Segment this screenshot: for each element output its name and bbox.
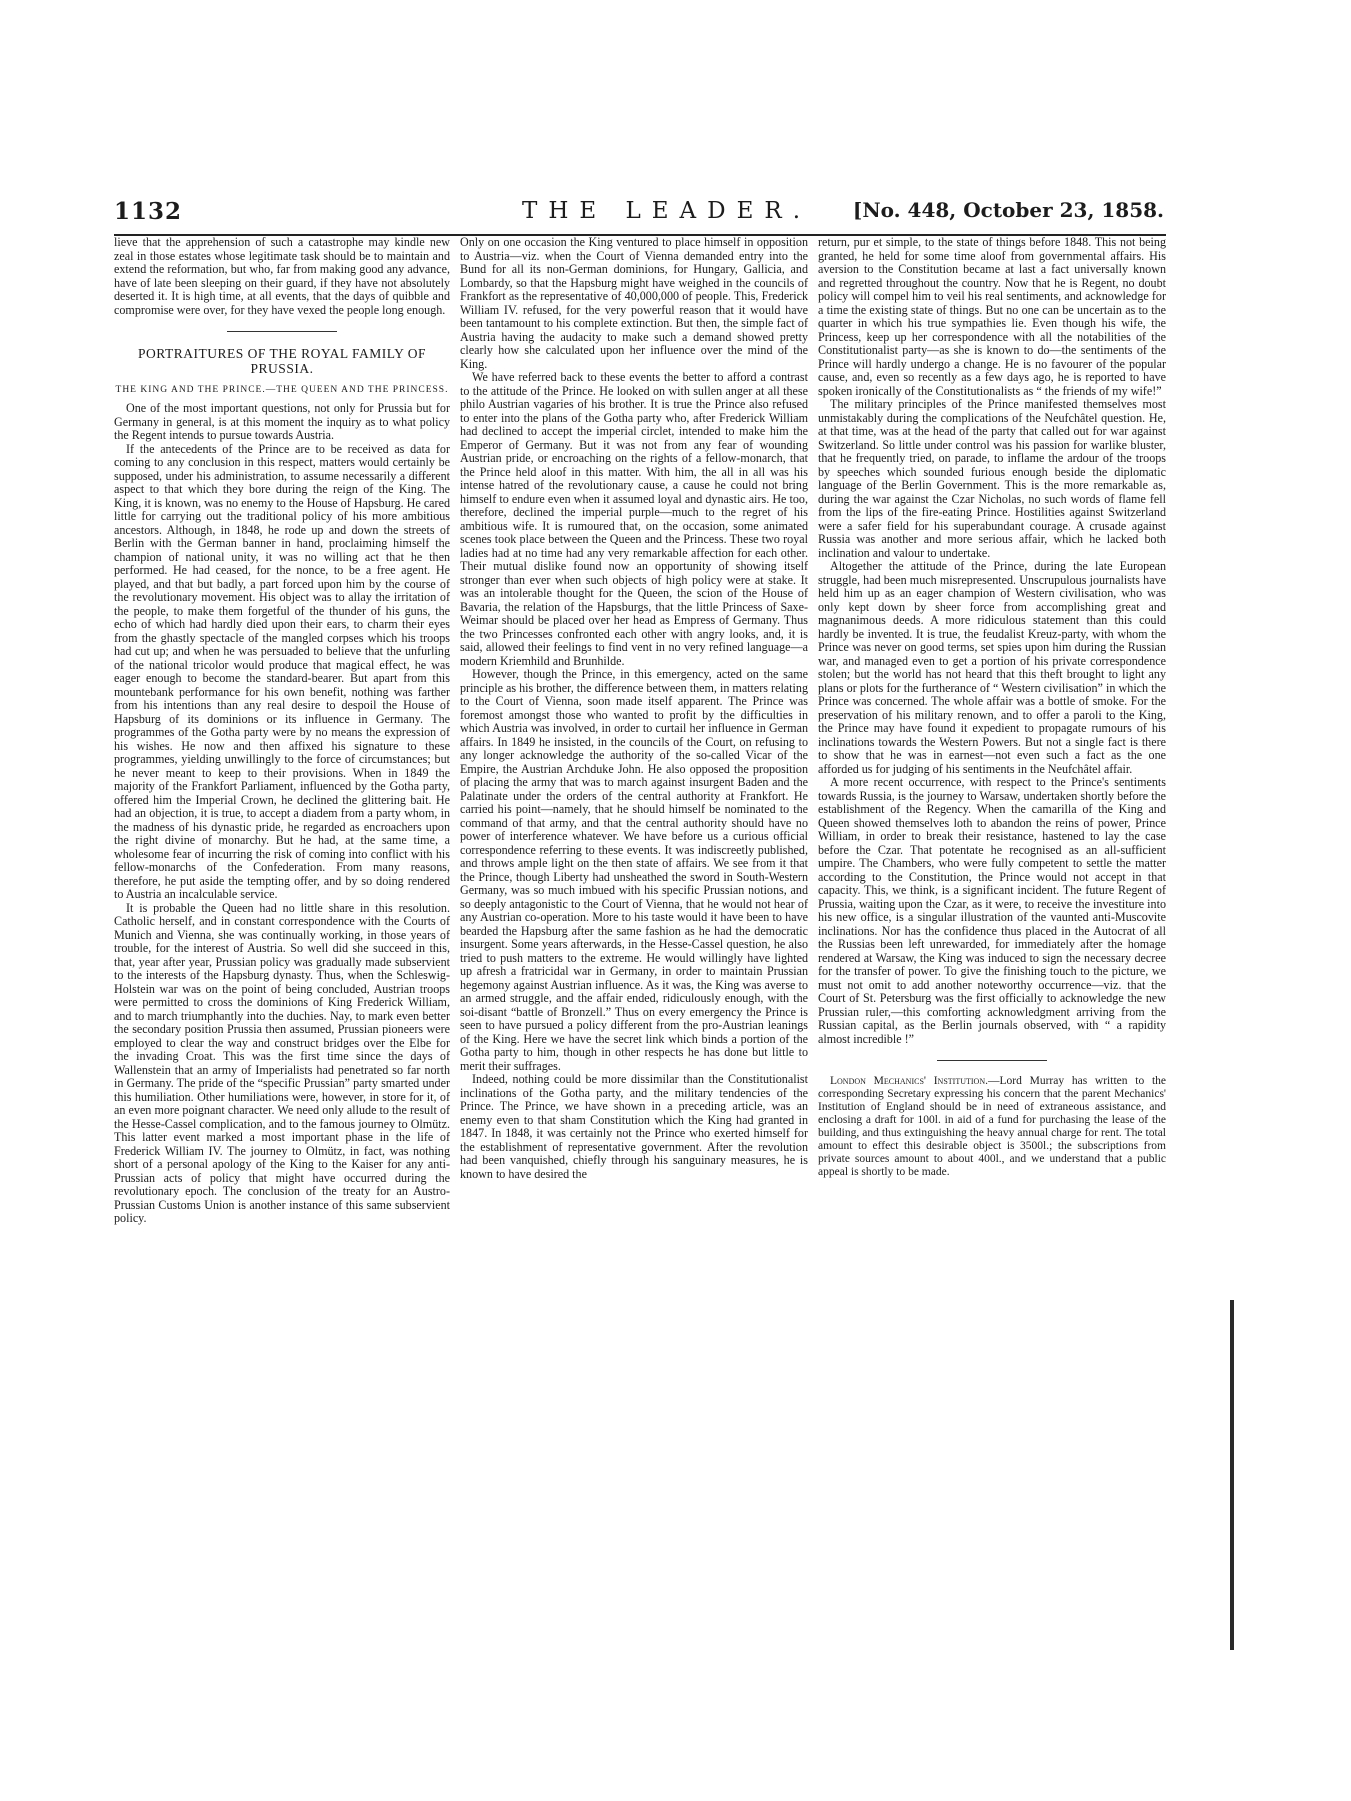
article-paragraph: However, though the Prince, in this emergency, acted on the same principle as his brother, the difference between them, in matters relating to the Court of Vienna, soon made itself apparent. The Prince was foremost amongst those who wanted to profit by the difficulties in which Austria was involved, in order to curtail her influence in German affairs. In 1849 he insisted, in the councils of the Court, on refusing to any longer acknowledge the authority of the so-called Vicar of the Empire, the Austrian Archduke John. He also opposed the proposition of placing the army that was to march against insurgent Baden and the Palatinate under the orders of the central authority at Frankfort. He carried his point—namely, that he should himself be nominated to the command of that army, and that the central authority should have no power of interference whatever. We have before us a curious official correspondence referring to these events. It was indiscreetly published, and throws ample light on the then state of affairs. We see from it that the Prince, though Liberty had unsheathed the sword in South-Western Germany, was so much imbued with his specific Prussian notions, and so deeply antagonistic to the Court of Vienna, that he would not hear of any Austrian co-operation. More to his taste would it have been to have bearded the Hapsburg after the same fashion as he had the democratic insurgent. Some years afterwards, in the Hesse-Cassel question, he also tried to push matters to the extreme. He would willingly have lighted up afresh a fratricidal war in Germany, in order to maintain Prussian hegemony against Austrian influence. As it was, the King was averse to an armed struggle, and the affair ended, ridiculously enough, with the soi-disant “battle of Bronzell.” Thus on every emergency the Prince is seen to have pursued a policy different from the pro-Austrian leanings of the King. Here we have the secret link which binds a portion of the Gotha party to him, though in other respects he has done but little to merit their suffrages. bbox=[460, 667, 808, 1073]
section-divider bbox=[227, 331, 337, 332]
article-paragraph: Only on one occasion the King ventured to place himself in opposition to Austria—viz. when the Court of Vienna demanded entry into the Bund for all its non-German dominions, for Hungary, Gallicia, and Lombardy, so that the Hapsburg might have weighed in the councils of Frankfort as the representative of 40,000,000 of people. This, Frederick William IV. refused, for the very powerful reason that it would have been tantamount to his complete extinction. But then, the simple fact of Austria having the audacity to make such a demand showed pretty clearly how she calculated upon her influence over the mind of the King. bbox=[460, 235, 808, 371]
notice-paragraph bbox=[818, 1075, 1166, 1179]
page-number: 1132 bbox=[114, 198, 183, 225]
section-divider bbox=[937, 1060, 1047, 1061]
article-paragraph: We have referred back to these events the better to afford a contrast to the attitude of the Prince. He looked on with sullen anger at all these philo Austrian vagaries of his brother. It is true the Prince also refused to enter into the plans of the Gotha party who, after Frederick William had declined to accept the imperial circlet, intended to make him the Emperor of Germany. But it was not from any fear of wounding Austrian pride, or encroaching on the rights of a fellow-monarch, that the Prince held aloof in this matter. With him, the all in all was his intense hatred of the revolutionary cause, a cause he could not bring himself to endure even when it assumed loyal and dynastic airs. He too, therefore, declined the imperial purple—much to the regret of his ambitious wife. It is rumoured that, on the occasion, some animated scenes took place between the Queen and the Princess. These two royal ladies had at no time had any very remarkable affection for each other. Their mutual dislike found now an opportunity of showing itself stronger than ever when such objects of high policy were at stake. It was an intolerable thought for the Queen, the scion of the House of Bavaria, the relation of the Hapsburgs, that the little Princess of Saxe-Weimar should be placed over her head as Empress of Germany. Thus the two Princesses confronted each other with angry looks, and, it is said, allowed their feelings to find vent in no very refined language—a modern Kriemhild and Brunhilde. bbox=[460, 370, 808, 668]
article-paragraph: A more recent occurrence, with respect to the Prince's sentiments towards Russia, is the journey to Warsaw, undertaken shortly before the establishment of the Regency. When the camarilla of the King and Queen showed themselves loth to abandon the reins of power, Prince William, in order to break their resistance, hastened to lay the case before the Czar. That potentate he recognised as an all-sufficient umpire. The Chambers, who were fully competent to settle the matter according to the Constitution, the Prince would not accept in that capacity. This, we think, is a significant incident. The future Regent of Prussia, waiting upon the Czar, as it were, to receive the investiture into his new office, is a singular illustration of the vaunted anti-Muscovite inclinations. Nor has the confidence thus placed in the Autocrat of all the Russias been left unrewarded, for immediately after the homage rendered at Warsaw, the King was induced to sign the necessary decree for the transfer of power. To give the finishing touch to the picture, we must not omit to add another noteworthy occurrence—viz. that the Court of St. Petersburg was the first officially to acknowledge the new Prussian ruler,—this comforting acknowledgment arriving from the Russian capital, as the Berlin journals observed, with “ a rapidity almost incredible !” bbox=[818, 775, 1166, 1046]
article-paragraph: It is probable the Queen had no little share in this resolution. Catholic herself, and in constant correspondence with the Courts of Munich and Vienna, she was continually working, in those years of trouble, for the interest of Austria. So well did she succeed in this, that, year after year, Prussian policy was gradually made subservient to the interests of the Hapsburg dynasty. Thus, when the Schleswig-Holstein war was on the point of being concluded, Austrian troops were permitted to cross the dominions of King Frederick William, and to march triumphantly into the duchies. Nay, to mark even better the secondary position Prussia then assumed, Prussian pioneers were employed to clear the way and construct bridges over the Elbe for the invading Croat. This was the first time since the days of Wallenstein that an army of Imperialists had penetrated so far north in Germany. The pride of the “specific Prussian” party smarted under this humiliation. Other humiliations were, however, in store for it, of an even more poignant character. We need only allude to the result of the Hesse-Cassel complication, and to the famous journey to Olmütz. This latter event marked a most important phase in the life of Frederick William IV. The journey to Olmütz, in fact, was nothing short of a personal apology of the King to the Kaiser for any anti-Prussian acts of policy that might have occurred during the revolutionary epoch. The conclusion of the treaty for an Austro-Prussian Customs Union is another instance of this same subservient policy. bbox=[114, 900, 450, 1225]
article-paragraph: return, pur et simple, to the state of things before 1848. This not being granted, he held for some time aloof from governmental affairs. His aversion to the Constitution became at last a fact universally known and regretted throughout the country. Now that he is Regent, no doubt policy will compel him to veil his real sentiments, and acknowledge for a time the existing state of things. But no one can be uncertain as to the quarter in which his true sympathies lie. Even though his wife, the Princess, keep up her correspondence with all the notabilities of the Constitutionalist party—as she is known to do—the sentiments of the Prince will hardly undergo a change. He is no favourer of the popular cause, and, even so recently as a few days ago, he is reported to have spoken ironically of the Constitutionalists as “ the friends of my wife!” bbox=[818, 235, 1166, 398]
issue-info: [No. 448, October 23, 1858. bbox=[852, 198, 1164, 222]
notice-heading: London Mechanics' Institution. bbox=[830, 1075, 988, 1087]
continued-paragraph: lieve that the apprehension of such a catastrophe may kindle new zeal in those estates whose legitimate task should be to maintain and extend the reformation, but who, far from making good any advance, have of late been sleeping on their guard, if they have not absolutely deserted it. It is high time, at all events, that the days of quibble and compromise were over, for they have vexed the people long enough. bbox=[114, 235, 450, 317]
article-subtitle: THE KING AND THE PRINCE.—THE QUEEN AND THE PRINCESS. bbox=[115, 385, 449, 395]
margin-rule bbox=[1230, 1300, 1234, 1650]
article-paragraph: If the antecedents of the Prince are to be received as data for coming to any conclusion in this respect, matters would certainly be supposed, under his administration, to assume necessarily a different aspect to that which they bore during the reign of the King. The King, it is known, was no enemy to the House of Hapsburg. He cared little for carrying out the traditional policy of his more ambitious ancestors. Although, in 1848, he rode up and down the streets of Berlin with the German banner in hand, proclaiming himself the champion of national unity, it was no willing act that he then performed. He had ceased, for the nonce, to be a free agent. He played, and that but badly, a part forced upon him by the course of the revolutionary movement. His object was to allay the irritation of the people, to make them forgetful of the thunder of his guns, the echo of which had hardly died upon their ears, to charm their eyes from the ghastly spectacle of the mangled corpses which his troops had cut up; and when he was persuaded to believe that the unfurling of the national tricolor would produce that magical effect, he was eager enough to become the standard-bearer. But apart from this mountebank performance for his own benefit, nothing was farther from his intentions than any real desire to despoil the House of Hapsburg of its dominions or its influence in Germany. The programmes of the Gotha party were by no means the expression of his wishes. He now and then affixed his signature to these programmes, yielding unwillingly to the force of circumstances; but he never meant to keep to their provisions. When in 1849 the majority of the Frankfort Parliament, influenced by the Gotha party, offered him the Imperial Crown, he declined the glittering bait. He had an objection, it is true, to accept a diadem from a party whom, in the madness of his dynastic pride, he regarded as encroachers upon the right divine of monarchy. But he had, at the same time, a wholesome fear of incurring the risk of coming into conflict with his fellow-monarchs of the Confederation. From many reasons, therefore, he put aside the tempting offer, and by so doing rendered to Austria an incalculable service. bbox=[114, 441, 450, 901]
article-title: PORTRAITURES OF THE ROYAL FAMILY OF PRUSSIA. bbox=[138, 346, 426, 376]
page-header bbox=[114, 198, 1164, 232]
article-paragraph: The military principles of the Prince manifested themselves most unmistakably during the complications of the Neufchâtel question. He, at that time, was at the head of the party that called out for war against Switzerland. So little under control was his passion for warlike bluster, that he frequently tried, on parade, to inflame the ardour of the troops by speeches which sounded furious enough beside the diplomatic language of the Berlin Government. This is the more remarkable as, during the war against the Czar Nicholas, no such words of flame fell from the lips of the fire-eating Prince. Hostilities against Switzerland were a safer field for his superabundant courage. A crusade against Russia was another and more serious affair, which he lacked both inclination and valour to undertake. bbox=[818, 397, 1166, 560]
column-3 bbox=[818, 236, 1166, 1179]
article-paragraph: Indeed, nothing could be more dissimilar than the Constitutionalist inclinations of the Gotha party, and the military tendencies of the Prince. The Prince, we have shown in a preceding article, was an enemy even to that sham Constitution which the King had granted in 1847. In 1848, it was certainly not the Prince who exerted himself for the establishment of representative government. After the revolution had been vanquished, chiefly through his sanguinary measures, he is known to have desired the bbox=[460, 1072, 808, 1181]
publication-title: THE LEADER. bbox=[522, 198, 812, 224]
notice-body: —Lord Murray has written to the corresponding Secretary expressing his concern that the parent Mechanics' Institution of England should be in need of extraneous assistance, and enclosing a draft for 100l. in aid of a fund for purchasing the lease of the building, and thus extinguishing the heavy annual charge for rent. The total amount to effect this desirable object is 3500l.; the subscriptions from private sources amount to about 400l., and we understand that a public appeal is shortly to be made. bbox=[818, 1075, 1166, 1178]
article-paragraph: One of the most important questions, not only for Prussia but for Germany in general, is at this moment the inquiry as to what policy the Regent intends to pursue towards Austria. bbox=[114, 401, 450, 442]
column-2 bbox=[460, 236, 808, 1181]
article-paragraph: Altogether the attitude of the Prince, during the late European struggle, had been much misrepresented. Unscrupulous journalists have held him up as an eager champion of Western civilisation, who was only kept down by sheer force from accomplishing great and magnanimous deeds. A more ridiculous statement than this could hardly be invented. It is true, the feudalist Kreuz-party, with whom the Prince was never on good terms, set spies upon him during the Russian war, and managed even to get a portion of his private correspondence stolen; but the world has not heard that this theft brought to light any plans or plots for the furtherance of “ Western civilisation” in which the Prince was concerned. The whole affair was a bottle of smoke. For the preservation of his military renown, and to offer a paroli to the King, the Prince may have found it expedient to propagate rumours of his inclinations towards the Western Powers. But not a single fact is there to show that he was in earnest—not even such a fact as the one afforded us for judging of his sentiments in the Neufchâtel affair. bbox=[818, 559, 1166, 776]
column-1 bbox=[114, 236, 450, 1226]
